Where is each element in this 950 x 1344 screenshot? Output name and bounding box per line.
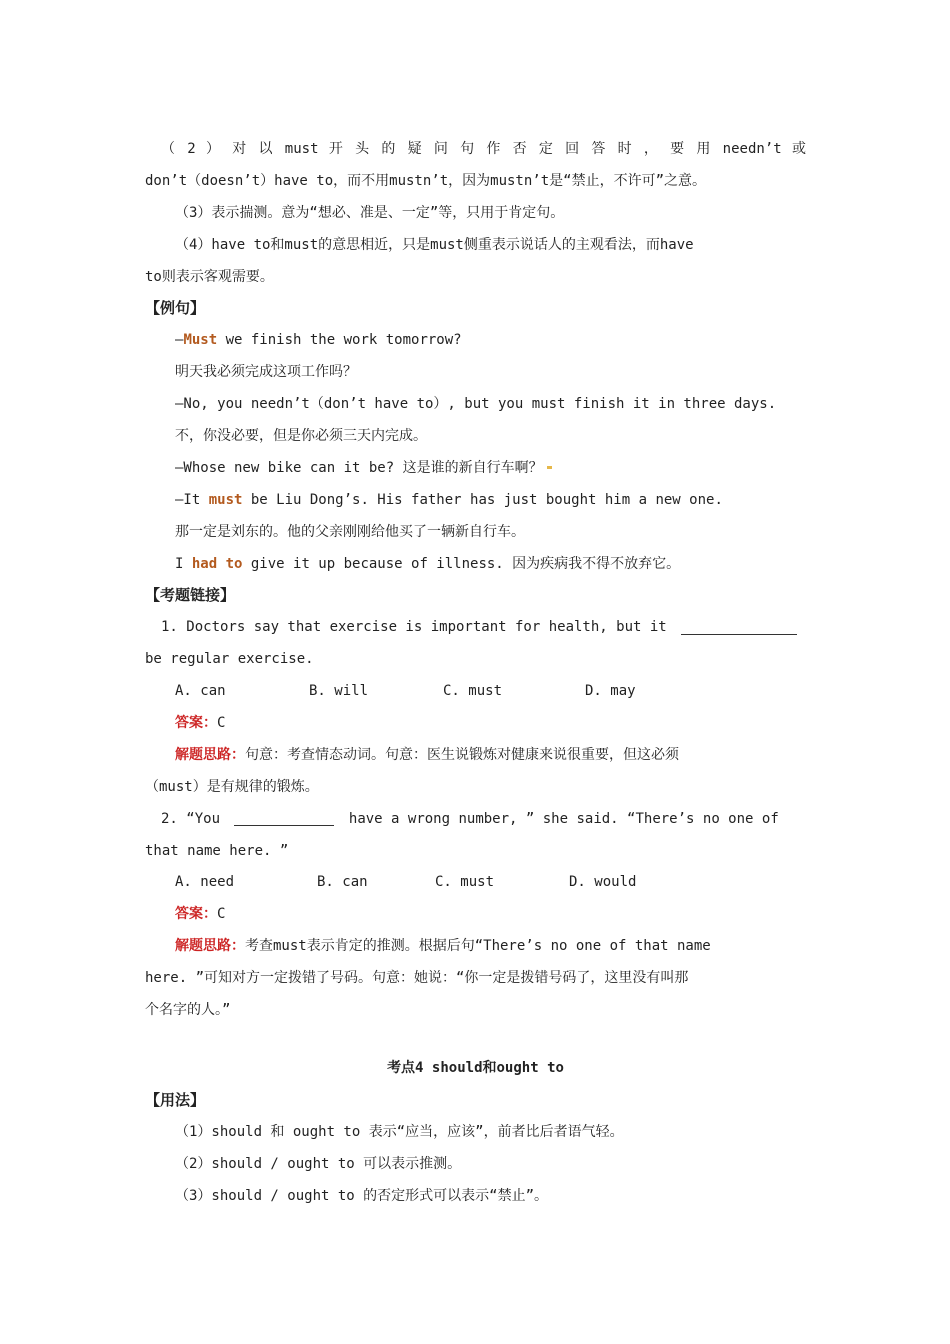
example-1-translation: 明天我必须完成这项工作吗？ <box>175 364 357 381</box>
note-2-line-2: don’t（doesn’t）have to，而不用mustn’t，因为mustn’t是“禁止，不许可”之意。 <box>145 172 707 189</box>
note-4-line-1: （4）have to和must的意思相近，只是must侧重表示说话人的主观看法，而have <box>175 236 694 253</box>
example-3-text: —Whose new bike can it be? 这是谁的新自行车啊？ <box>175 459 543 476</box>
exam-heading: 【考题链接】 <box>145 586 236 605</box>
question-2-blank <box>234 811 334 826</box>
analysis-label: 解题思路： <box>175 938 245 955</box>
example-5-pre: I <box>175 555 192 572</box>
question-2-option-c: C. must <box>435 874 495 891</box>
question-2-analysis-line-1 <box>145 931 806 963</box>
question-1-line-2: be regular exercise. <box>145 651 314 668</box>
example-4-keyword: must <box>208 491 243 508</box>
example-1-text: we finish the work tomorrow? <box>217 332 462 349</box>
example-3 <box>145 453 806 485</box>
note-4-line-2: to则表示客观需要。 <box>145 268 274 285</box>
question-2-answer-value: C <box>217 906 226 923</box>
question-2-options <box>145 867 806 899</box>
examples-heading: 【例句】 <box>145 299 206 318</box>
question-1-option-b: B. will <box>309 683 369 700</box>
highlight-mark-icon <box>547 466 552 469</box>
usage-2: （2）should / ought to 可以表示推测。 <box>175 1155 462 1172</box>
question-1-analysis-text: 句意：考查情态动词。句意：医生说锻炼对健康来说很重要，但这必须 <box>245 746 679 763</box>
question-2-option-b: B. can <box>317 874 368 891</box>
question-1-blank <box>681 620 797 635</box>
question-1-option-a: A. can <box>175 683 226 700</box>
section-title: 考点4 should和ought to <box>387 1059 564 1076</box>
example-1-dash: — <box>175 332 184 349</box>
example-2-translation: 不，你没必要，但是你必须三天内完成。 <box>175 428 427 445</box>
usage-heading: 【用法】 <box>145 1090 206 1109</box>
example-5-keyword: had to <box>191 555 243 572</box>
question-1-analysis-line-2: （must）是有规律的锻炼。 <box>145 778 319 795</box>
example-2: —No, you needn’t（don’t have to）, but you must finish it in three days. <box>175 396 777 413</box>
question-2-analysis-text: 考查must表示肯定的推测。根据后句“There’s no one of that name <box>245 938 711 955</box>
note-2-line-1: （ 2 ） 对 以 must 开 头 的 疑 问 句 作 否 定 回 答 时 ， 要 用 needn’t 或 <box>161 141 806 157</box>
example-5-text: give it up because of illness. 因为疾病我不得不放弃它。 <box>242 555 681 572</box>
usage-3: （3）should / ought to 的否定形式可以表示“禁止”。 <box>175 1187 549 1204</box>
example-1-keyword: Must <box>183 332 218 349</box>
analysis-label: 解题思路： <box>175 746 245 763</box>
question-2-text-a: 2. “You <box>161 810 221 827</box>
question-1-option-d: D. may <box>585 683 636 700</box>
question-2-option-d: D. would <box>569 874 637 891</box>
answer-label: 答案： <box>175 906 217 923</box>
question-1-options <box>145 676 806 708</box>
example-4 <box>145 485 806 517</box>
question-2-line-1 <box>145 804 806 836</box>
question-1-option-c: C. must <box>443 683 503 700</box>
note-3: （3）表示揣测。意为“想必、准是、一定”等，只用于肯定句。 <box>175 204 565 221</box>
section-spacer <box>145 1027 806 1053</box>
question-1-analysis-line-1 <box>145 740 806 772</box>
question-2-answer <box>145 899 806 931</box>
question-2-analysis-line-2: here. ”可知对方一定拨错了号码。句意：她说：“你一定是拨错号码了，这里没有叫那 <box>145 970 689 987</box>
question-2-analysis-line-3: 个名字的人。” <box>145 1002 231 1019</box>
example-4-text: be Liu Dong’s. His father has just bought him a new one. <box>242 491 723 508</box>
question-2-option-a: A. need <box>175 874 235 891</box>
example-5 <box>145 549 806 581</box>
question-1-text: 1. Doctors say that exercise is important for health, but it <box>161 619 667 636</box>
answer-label: 答案： <box>175 715 217 732</box>
example-4-pre: —It <box>175 491 209 508</box>
question-2-line-2: that name here. ” <box>145 842 289 859</box>
document-page <box>145 134 806 1212</box>
question-1-answer <box>145 708 806 740</box>
usage-1: （1）should 和 ought to 表示“应当，应该”，前者比后者语气轻。 <box>175 1123 624 1140</box>
example-1 <box>145 325 806 357</box>
question-2-text-b: have a wrong number, ” she said. “There’s no one of <box>348 810 779 827</box>
question-1-line-1 <box>145 612 806 644</box>
example-4-translation: 那一定是刘东的。他的父亲刚刚给他买了一辆新自行车。 <box>175 523 525 540</box>
question-1-answer-value: C <box>217 715 226 732</box>
